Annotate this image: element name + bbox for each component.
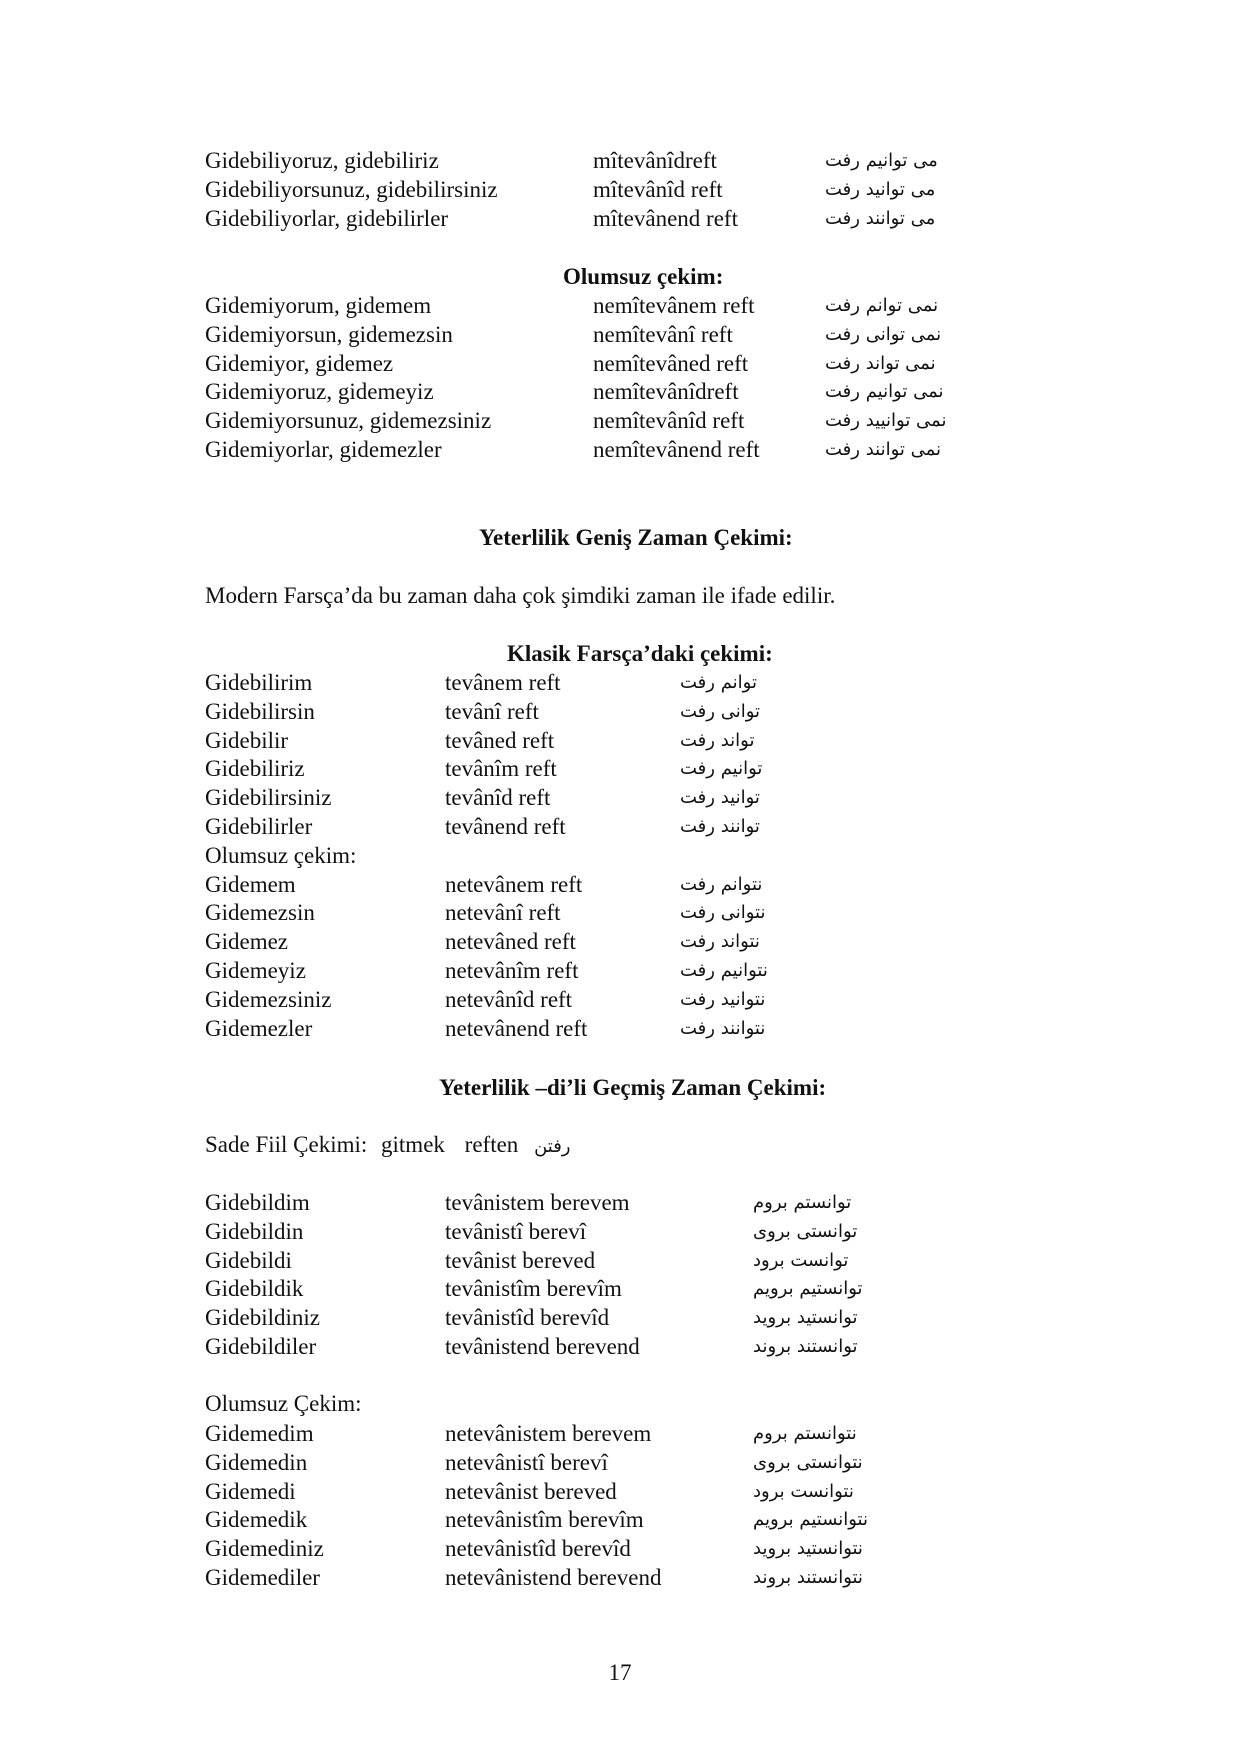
persian-form: توانند رفت — [680, 815, 760, 837]
turkish-form: Gidemedi — [205, 1478, 296, 1504]
persian-form: توانستند بروند — [753, 1335, 858, 1357]
turkish-form: Gidebiliyorlar, gidebilirler — [205, 205, 449, 231]
persian-form: نمی توانیید رفت — [825, 410, 947, 432]
turkish-form: Gidemezsin — [205, 900, 315, 926]
transliteration: nemîtevâned reft — [593, 350, 749, 376]
transliteration: tevânist bereved — [445, 1247, 596, 1273]
transliteration: netevânist bereved — [445, 1478, 617, 1504]
transliteration: netevânem reft — [445, 871, 583, 897]
simple-verb-line — [205, 1132, 571, 1158]
persian-form: توانستیم برویم — [753, 1278, 863, 1300]
persian-form: نتوانیم رفت — [680, 959, 768, 981]
section-paragraph: Modern Farsça’da bu zaman daha çok şimdiki zaman ile ifade edilir. — [205, 583, 836, 608]
section-heading-aorist: Yeterlilik Geniş Zaman Çekimi: — [479, 525, 793, 550]
persian-form: توانیم رفت — [680, 758, 763, 780]
persian-form: نتوانم رفت — [680, 873, 763, 895]
transliteration: mîtevânîd reft — [593, 176, 723, 202]
transliteration: mîtevânîdreft — [593, 148, 717, 173]
turkish-form: Gidemem — [205, 871, 296, 897]
turkish-form: Gidemiyorsun, gidemezsin — [205, 321, 453, 347]
turkish-form: Gidemiyor, gidemez — [205, 350, 394, 376]
transliteration: mîtevânend reft — [593, 205, 738, 231]
transliteration: netevânistîm berevîm — [445, 1507, 644, 1533]
turkish-form: Gidebilirsiniz — [205, 785, 332, 811]
negative-label: Olumsuz Çekim: — [205, 1391, 362, 1416]
turkish-form: Gidemezsiniz — [205, 986, 332, 1012]
turkish-form: Gidemeyiz — [205, 957, 306, 983]
infinitive-transliteration: reften — [464, 1132, 519, 1157]
persian-form: تواند رفت — [680, 729, 755, 751]
transliteration: netevânî reft — [445, 900, 561, 926]
transliteration: tevânî reft — [445, 698, 539, 724]
persian-form: نتوانستید بروید — [753, 1538, 863, 1560]
turkish-form: Gidemiyorsunuz, gidemezsiniz — [205, 408, 492, 434]
transliteration: tevânem reft — [445, 670, 561, 695]
transliteration: tevânistîd berevîd — [445, 1305, 610, 1331]
transliteration: netevânistend berevend — [445, 1564, 662, 1590]
transliteration: tevânistî berevî — [445, 1218, 587, 1244]
persian-form: نمی توانی رفت — [825, 323, 942, 345]
turkish-form: Gidebilirler — [205, 813, 313, 839]
persian-form: نتوانستند بروند — [753, 1566, 863, 1588]
persian-form: نتوانستی بروی — [753, 1451, 863, 1473]
persian-form: توانستید بروید — [753, 1307, 858, 1329]
turkish-form: Gidemediniz — [205, 1536, 324, 1562]
turkish-form: Gidemedin — [205, 1449, 308, 1475]
turkish-form: Gidemiyorum, gidemem — [205, 293, 432, 318]
turkish-form: Gidebildin — [205, 1218, 304, 1244]
persian-form: توانم رفت — [680, 672, 757, 693]
transliteration: nemîtevânend reft — [593, 436, 760, 462]
turkish-form: Gidebilirsin — [205, 698, 315, 724]
persian-form: توانست برود — [753, 1249, 849, 1271]
transliteration: tevânend reft — [445, 813, 566, 839]
turkish-form: Gidemediler — [205, 1564, 320, 1590]
transliteration: nemîtevânîdreft — [593, 379, 739, 405]
infinitive-turkish: gitmek — [381, 1132, 445, 1157]
section-heading-negative: Olumsuz çekim: — [563, 264, 724, 289]
turkish-form: Gidebilir — [205, 727, 289, 753]
turkish-form: Gidebildiler — [205, 1333, 317, 1359]
persian-form: می توانند رفت — [825, 207, 936, 229]
persian-form: نمی توانیم رفت — [825, 381, 944, 403]
negative-label: Olumsuz çekim: — [205, 842, 357, 868]
turkish-form: Gidebildiniz — [205, 1305, 320, 1331]
transliteration: tevânistîm berevîm — [445, 1276, 622, 1302]
persian-form: نتوانید رفت — [680, 988, 766, 1010]
turkish-form: Gidebildim — [205, 1190, 310, 1215]
persian-form: نتواند رفت — [680, 931, 760, 953]
transliteration: nemîtevânem reft — [593, 293, 755, 318]
turkish-form: Gidemedik — [205, 1507, 308, 1533]
turkish-form: Gidebildik — [205, 1276, 304, 1302]
persian-form: توانستم بروم — [753, 1192, 852, 1213]
subsection-heading-classical: Klasik Farsça’daki çekimi: — [507, 641, 773, 666]
transliteration: tevânîd reft — [445, 785, 551, 811]
infinitive-persian: رفتن — [534, 1136, 571, 1157]
persian-form: توانی رفت — [680, 700, 761, 722]
transliteration: netevânend reft — [445, 1015, 588, 1041]
persian-form: نتوانند رفت — [680, 1017, 766, 1039]
persian-form: توانستی بروی — [753, 1220, 858, 1242]
turkish-form: Gidemiyoruz, gidemeyiz — [205, 379, 434, 405]
persian-form: نمی تواند رفت — [825, 352, 936, 374]
transliteration: nemîtevânîd reft — [593, 408, 745, 434]
transliteration: tevânistend berevend — [445, 1333, 640, 1359]
transliteration: netevânîd reft — [445, 986, 573, 1012]
turkish-form: Gidemezler — [205, 1015, 313, 1041]
transliteration: tevâned reft — [445, 727, 555, 753]
turkish-form: Gidebilirim — [205, 670, 313, 695]
persian-form: نمی توانند رفت — [825, 438, 942, 460]
turkish-form: Gidebiliyoruz, gidebiliriz — [205, 148, 439, 173]
persian-form: نتوانی رفت — [680, 902, 766, 924]
turkish-form: Gidemez — [205, 929, 289, 955]
section-heading-past: Yeterlilik –di’li Geçmiş Zaman Çekimi: — [439, 1075, 827, 1100]
transliteration: netevânistî berevî — [445, 1449, 608, 1475]
persian-form: نتوانستیم برویم — [753, 1509, 868, 1531]
persian-form: می توانیم رفت — [825, 150, 938, 171]
persian-form: نتوانست برود — [753, 1480, 854, 1502]
transliteration: netevânistem berevem — [445, 1421, 652, 1446]
persian-form: توانید رفت — [680, 787, 760, 809]
transliteration: tevânistem berevem — [445, 1190, 630, 1215]
turkish-form: Gidemedim — [205, 1421, 314, 1446]
transliteration: tevânîm reft — [445, 756, 557, 782]
persian-form: نمی توانم رفت — [825, 295, 939, 316]
turkish-form: Gidebildi — [205, 1247, 292, 1273]
turkish-form: Gidebiliyorsunuz, gidebilirsiniz — [205, 176, 498, 202]
transliteration: netevânistîd berevîd — [445, 1536, 631, 1562]
persian-form: نتوانستم بروم — [753, 1423, 857, 1444]
turkish-form: Gidebiliriz — [205, 756, 305, 782]
simple-verb-label: Sade Fiil Çekimi: — [205, 1132, 368, 1157]
turkish-form: Gidemiyorlar, gidemezler — [205, 436, 442, 462]
persian-form: می توانید رفت — [825, 178, 936, 200]
page-number: 17 — [608, 1660, 632, 1685]
transliteration: netevânîm reft — [445, 957, 579, 983]
transliteration: netevâned reft — [445, 929, 576, 955]
transliteration: nemîtevânî reft — [593, 321, 733, 347]
